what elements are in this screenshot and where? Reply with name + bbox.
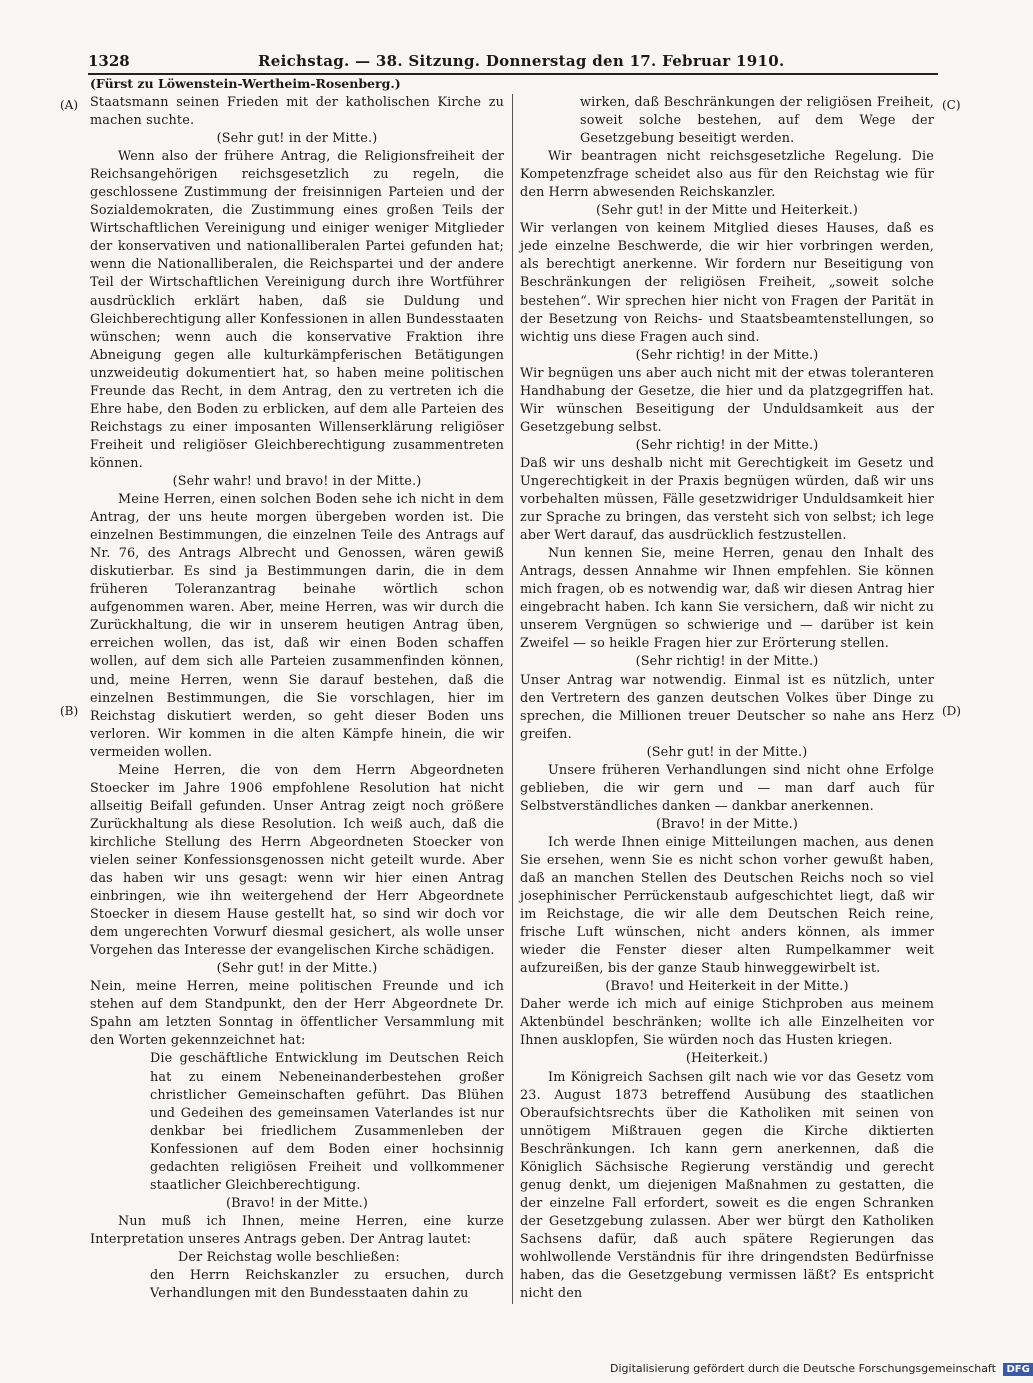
page-header bbox=[88, 50, 940, 72]
interjection: (Sehr gut! in der Mitte.) bbox=[216, 131, 378, 147]
speaker-note: (Fürst zu Löwenstein-Wertheim-Rosenberg.) bbox=[90, 76, 401, 91]
page-number: 1328 bbox=[88, 52, 130, 70]
interjection: (Sehr gut! in der Mitte und Heiterkeit.) bbox=[595, 203, 859, 219]
dfg-logo: DFG bbox=[1003, 1363, 1032, 1376]
paragraph: Nein, meine Herren, meine politischen Freunde und ich stehen auf dem Standpunkt, den der Herr Abgeordnete Dr. Spahn am letzten Sonntag in öffentlicher Versammlung mit den Worten gekennzeichnet hat: bbox=[90, 979, 504, 1049]
paragraph: Nun kennen Sie, meine Herren, genau den Inhalt des Antrags, dessen Annahme wir Ihnen empfehlen. Sie können mich fragen, ob es notwendig war, daß wir diesen Antrag hier eingebracht haben. Ich kann Sie versichern, daß wir nicht zu unserem Vergnügen so schwierige und — darüber ist kein Zweifel — so heikle Fragen hier zur Erörterung stellen. bbox=[520, 546, 934, 652]
interjection: (Bravo! in der Mitte.) bbox=[655, 816, 799, 832]
column-divider bbox=[512, 94, 513, 1304]
paragraph: Im Königreich Sachsen gilt nach wie vor das Gesetz vom 23. August 1873 betreffend Ausübung des staatlichen Oberaufsichtsrechts über die Katholiken mit seinen von unnötigem Mißtrauen gegen die Kirche diktierten Beschränkungen. Ich kann gern anerkennen, daß die Königlich Sächsische Regierung verständig und gerecht genug denkt, um diejenigen Maßnahmen zu gestatten, die der einzelne Fall erfordert, soweit es die engen Schranken der Gesetzgebung zulassen. Aber wer bürgt den Katholiken Sachsens dafür, daß auch spätere Regierungen das wohlwollende Verständnis für ihre dringendsten Bedürfnisse haben, das die Gesetzgebung vermissen läßt? Es entspricht nicht den bbox=[520, 1069, 934, 1302]
paragraph: Wir beantragen nicht reichsgesetzliche Regelung. Die Kompetenzfrage scheidet also aus für den Reichstag wie für den Herrn abwesenden Reichskanzler. bbox=[520, 149, 934, 201]
paragraph: Daher werde ich mich auf einige Stichproben aus meinem Aktenbündel beschränken; wollte ich alle Einzelheiten vor Ihnen ausklopfen, Sie würden noch das Husten kriegen. bbox=[520, 997, 934, 1049]
margin-mark-d: (D) bbox=[942, 704, 961, 718]
paragraph: Wir verlangen von keinem Mitglied dieses Hauses, daß es jede einzelne Beschwerde, die wir hier vorbringen werden, als berechtigt anerkenne. Wir fordern nur Beseitigung von Beschränkungen der religiösen Freiheit, „soweit solche bestehen“. Wir sprechen hier nicht von Fragen der Parität in der Besetzung von Reichs- und Staatsbeamtenstellungen, so wichtig uns diese Fragen auch sind. bbox=[520, 221, 934, 345]
paragraph: Wir begnügen uns aber auch nicht mit der etwas toleranteren Handhabung der Gesetze, die hier und da platzgegriffen hat. Wir wünschen Beseitigung der Unduldsamkeit aus der Gesetzgebung selbst. bbox=[520, 365, 934, 435]
paragraph: Meine Herren, einen solchen Boden sehe ich nicht in dem Antrag, der uns heute morgen übergeben worden ist. Die einzelnen Bestimmungen, die einzelnen Teile des Antrags auf Nr. 76, des Antrags Albrecht und Genossen, wären gewiß diskutierbar. Es sind ja Bestimmungen darin, die in dem früheren Toleranzantrag beinahe wörtlich schon aufgenommen waren. Aber, meine Herren, was wir durch die Zurückhaltung, die wir in unserem heutigen Antrag üben, erreichen wollen, das ist, daß wir einen Boden schaffen wollen, auf dem sich alle Parteien zusammenfinden können, und, meine Herren, wenn Sie darauf bestehen, daß die einzelnen Bestimmungen, die Sie vorschlagen, hier im Reichstag diskutiert werden, so geht dieser Boden uns verloren. Wir kommen in die alten Kämpfe hinein, die wir vermeiden wollen. bbox=[90, 492, 504, 760]
margin-mark-c: (C) bbox=[942, 98, 961, 112]
quotation: Die geschäftliche Entwicklung im Deutschen Reich hat zu einem Nebeneinanderbestehen großer christlicher Gemeinschaften geführt. Das Blühen und Gedeihen des gemeinsamen Vaterlandes ist nur denkbar bei friedlichem Zusammenleben der Konfessionen auf dem Boden einer hochsinnig gedachten religiösen Freiheit und vollkommener staatlicher Gleichberechtigung. bbox=[150, 1051, 504, 1193]
paragraph: Unser Antrag war notwendig. Einmal ist es nützlich, unter den Vertretern des ganzen deutschen Volkes über Dinge zu sprechen, die Millionen treuer Deutscher so nahe ans Herz greifen. bbox=[520, 672, 934, 742]
interjection: (Sehr wahr! und bravo! in der Mitte.) bbox=[172, 473, 422, 489]
footer-text: Digitalisierung gefördert durch die Deutsche Forschungsgemeinschaft bbox=[610, 1362, 996, 1375]
paragraph: Meine Herren, die von dem Herrn Abgeordneten Stoecker im Jahre 1906 empfohlene Resolution hat nicht allseitig Beifall gefunden. Unser Antrag zeigt noch größere Zurückhaltung als diese Resolution. Ich weiß auch, daß die kirchliche Stellung des Herrn Abgeordneten Stoecker von vielen seiner Konfessionsgenossen nicht geteilt wurde. Aber das haben wir uns gesagt: wenn wir hier einen Antrag einbringen, wie ihn weitergehend der Herr Abgeordnete Stoecker in diesem Hause gestellt hat, so sind wir doch vor dem ungerechten Vorwurf diesmal gesichert, als wolle unser Vorgehen das Interesse der evangelischen Kirche schädigen. bbox=[90, 762, 504, 959]
paragraph: Staatsmann seinen Frieden mit der katholischen Kirche zu machen suchte. bbox=[90, 95, 504, 129]
interjection: (Sehr gut! in der Mitte.) bbox=[216, 961, 378, 977]
paragraph: Unsere früheren Verhandlungen sind nicht ohne Erfolge geblieben, die wir gern und — man darf auch für Selbstverständliches danken — dankbar anerkennen. bbox=[520, 762, 934, 814]
interjection: (Heiterkeit.) bbox=[685, 1051, 769, 1067]
margin-mark-b: (B) bbox=[60, 704, 79, 718]
paragraph: Nun muß ich Ihnen, meine Herren, eine kurze Interpretation unseres Antrags geben. Der Antrag lautet: bbox=[90, 1213, 504, 1247]
motion-heading: Der Reichstag wolle beschließen: bbox=[178, 1250, 400, 1265]
interjection: (Sehr richtig! in der Mitte.) bbox=[635, 347, 819, 363]
paragraph: Daß wir uns deshalb nicht mit Gerechtigkeit im Gesetz und Ungerechtigkeit in der Praxis begnügen würden, daß wir uns vorbehalten müssen, Fälle gesetzwidriger Unduldsamkeit hier zur Sprache zu bringen, das versteht sich von selbst; ich lege aber Wert darauf, das ausdrücklich festzustellen. bbox=[520, 455, 934, 544]
motion-text: den Herrn Reichskanzler zu ersuchen, durch Verhandlungen mit den Bundesstaaten dahin zu bbox=[150, 1268, 504, 1302]
interjection: (Bravo! in der Mitte.) bbox=[225, 1195, 369, 1211]
running-head: Reichstag. — 38. Sitzung. Donnerstag den 17. Februar 1910. bbox=[258, 52, 785, 70]
paragraph: Ich werde Ihnen einige Mitteilungen machen, aus denen Sie ersehen, wenn Sie es nicht schon vorher gewußt haben, daß an manchen Stellen des Deutschen Reichs noch so viel josephinischer Perrückenstaub aufgeschichtet liegt, daß wir im Reichstage, die wir alle dem Deutschen Reich reine, frische Luft wünschen, nicht anders können, als immer wieder die Fenster dieser alten Rumpelkammer weit aufzureißen, bis der ganze Staub hinweggewirbelt ist. bbox=[520, 834, 934, 977]
interjection: (Sehr richtig! in der Mitte.) bbox=[635, 654, 819, 670]
interjection: (Sehr richtig! in der Mitte.) bbox=[635, 437, 819, 453]
header-rule bbox=[88, 73, 938, 75]
interjection: (Bravo! und Heiterkeit in der Mitte.) bbox=[605, 979, 849, 995]
interjection: (Sehr gut! in der Mitte.) bbox=[646, 744, 808, 760]
paragraph: Wenn also der frühere Antrag, die Religionsfreiheit der Reichsangehörigen reichsgesetzlich zu regeln, die geschlossene Zustimmung der freisinnigen Parteien und der Sozialdemokraten, die Zustimmung eines großen Teils der Wirtschaftlichen Vereinigung und einiger weniger Mitglieder der konservativen und nationalliberalen Partei gefunden hat; wenn die Nationalliberalen, die Reichspartei und der andere Teil der Wirtschaftlichen Vereinigung durch ihre Wortführer ausdrücklich erklärt haben, daß sie Duldung und Gleichberechtigung aller Konfessionen in allen Bundesstaaten wünschen; wenn auch die konservative Fraktion ihre Abneigung gegen alle kulturkämpferischen Betätigungen unzweideutig dokumentiert hat, so haben meine politischen Freunde das Recht, in dem Antrag, den zu vertreten ich die Ehre habe, den Boden zu erblicken, auf dem alle Parteien des Reichstags zu einer imposanten Willenserklärung religiöser Freiheit und religiöser Gleichberechtigung zusammentreten können. bbox=[90, 149, 504, 471]
footer bbox=[610, 1362, 1033, 1376]
margin-mark-a: (A) bbox=[60, 98, 79, 112]
right-column bbox=[520, 94, 934, 1304]
left-column bbox=[90, 94, 504, 1304]
motion-text-continued: wirken, daß Beschränkungen der religiösen Freiheit, soweit solche bestehen, auf dem Wege der Gesetzgebung beseitigt werden. bbox=[580, 95, 934, 147]
